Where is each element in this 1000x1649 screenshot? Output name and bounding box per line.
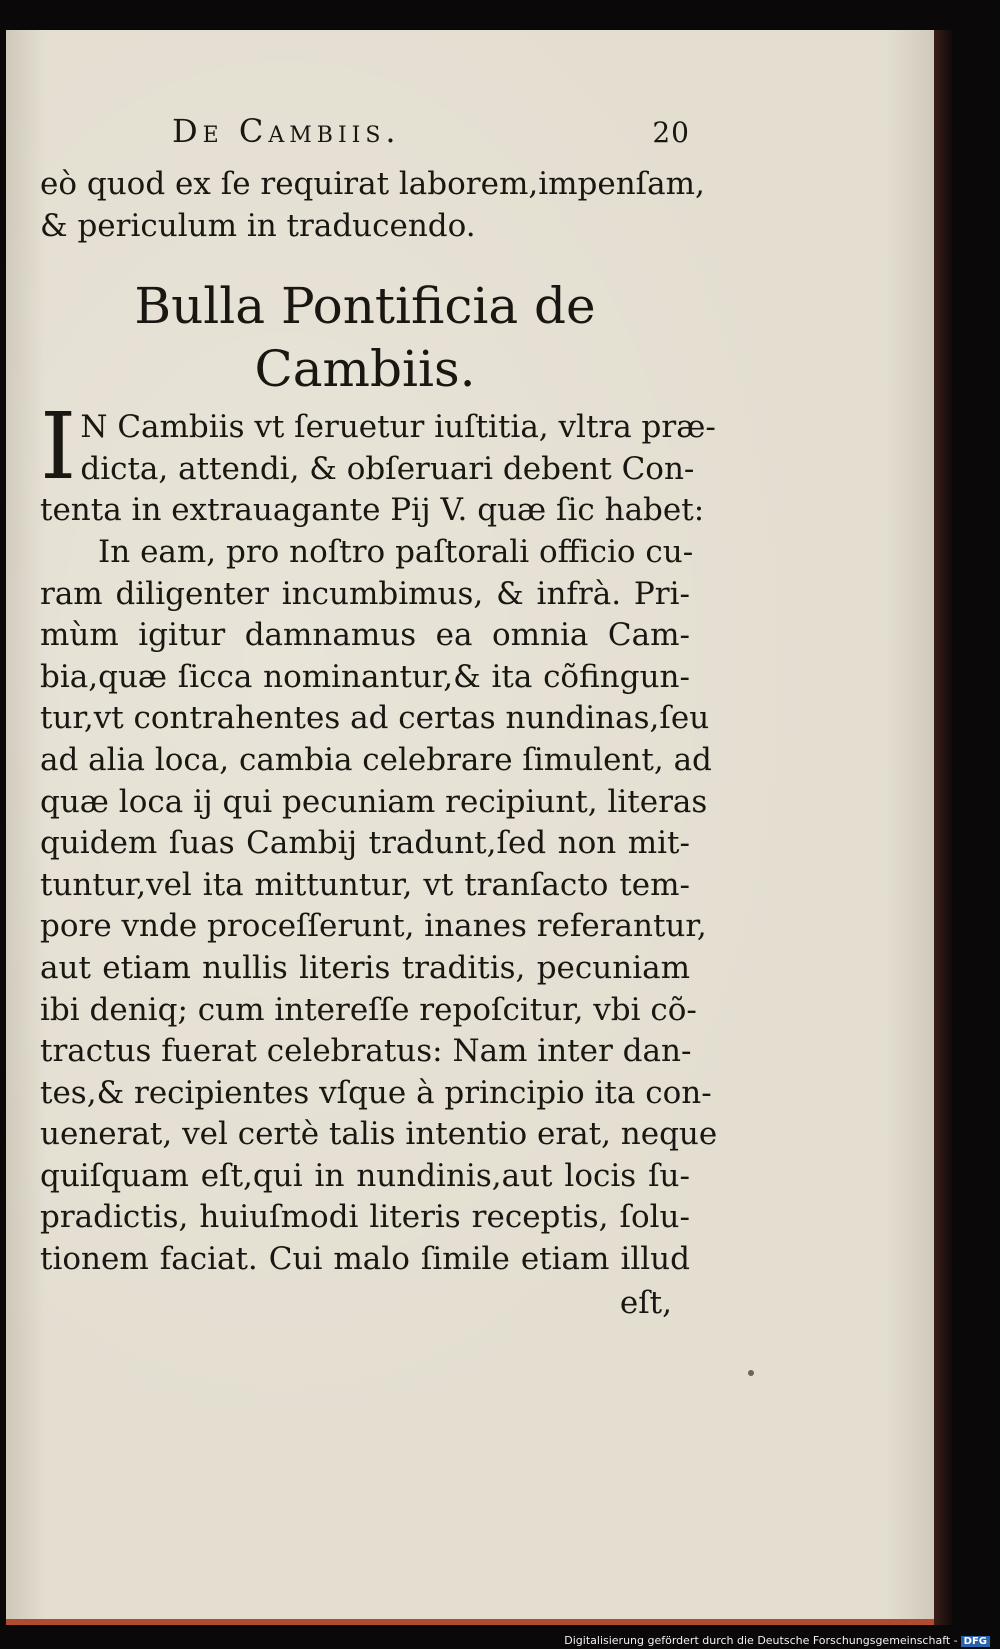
text-line: dicta, attendi, & obſeruari debent Con-: [80, 450, 695, 487]
paragraph-bull: [40, 532, 718, 1281]
text-line: tractus fuerat celebratus: Nam inter dan-: [40, 1033, 692, 1070]
text-line: N Cambiis vt ſeruetur iuſtitia, vltra præ-: [80, 409, 716, 446]
paragraph-opening: [40, 393, 716, 532]
drop-cap: I: [40, 393, 77, 501]
text-line: pore vnde proceſſerunt, inanes referantur,: [40, 908, 707, 945]
text-line: tionem faciat. Cui malo ſimile etiam illud: [40, 1241, 690, 1278]
dfg-logo: DFG: [961, 1636, 990, 1647]
text-line: tenta in extrauagante Pij V. quæ ſic habet:: [40, 492, 705, 529]
text-line: pradictis, huiuſmodi literis receptis, ſolu-: [40, 1199, 690, 1236]
text-line: mùm igitur damnamus ea omnia Cam-: [40, 617, 690, 654]
text-line: ad alia loca, cambia celebrare ſimulent, ad: [40, 741, 712, 778]
text-line: ibi deniq; cum intereſſe repoſcitur, vbi cõ-: [40, 991, 697, 1028]
text-line: tuntur,vel ita mittuntur, vt tranſacto tem-: [40, 866, 690, 903]
paper-speck: [748, 1370, 754, 1376]
text-line: quæ loca ij qui pecuniam recipiunt, literas: [40, 783, 708, 820]
section-heading: [40, 275, 690, 401]
text-line: bia,quæ ſicca nominantur,& ita cõfingun-: [40, 658, 690, 695]
credit-text: Digitalisierung gefördert durch die Deutsche Forschungsgemeinschaft -: [564, 1634, 958, 1647]
page-edge: [934, 30, 952, 1625]
text-line: uenerat, vel certè talis intentio erat, neque: [40, 1116, 718, 1153]
catchword: eſt,: [619, 1284, 672, 1321]
text-line: tes,& recipientes vſque à principio ita con-: [40, 1074, 712, 1111]
running-head: [40, 112, 690, 164]
digitization-credit: [0, 1634, 990, 1647]
text-line: ram diligenter incumbimus, & infrà. Pri-: [40, 575, 690, 612]
heading-line: Cambiis.: [254, 340, 476, 399]
text-line: eò quod ex ſe requirat laborem,impenſam,: [40, 166, 705, 202]
page-number: 20: [652, 116, 690, 149]
heading-line: Bulla Pontificia de: [134, 277, 596, 336]
text-line: & periculum in traducendo.: [40, 207, 476, 244]
text-line: tur,vt contrahentes ad certas nundinas,ſeu: [40, 700, 710, 737]
text-line: quidem ſuas Cambij tradunt,ſed non mit-: [40, 825, 690, 862]
text-line: quiſquam eſt,qui in nundinis,aut locis ſu-: [40, 1157, 690, 1194]
running-head-title: De Cambiis.: [172, 112, 401, 150]
text-line: In eam, pro noſtro paſtorali officio cu-: [98, 533, 694, 570]
text-block: [40, 112, 718, 1325]
text-line: aut etiam nullis literis traditis, pecuniam: [40, 949, 690, 986]
